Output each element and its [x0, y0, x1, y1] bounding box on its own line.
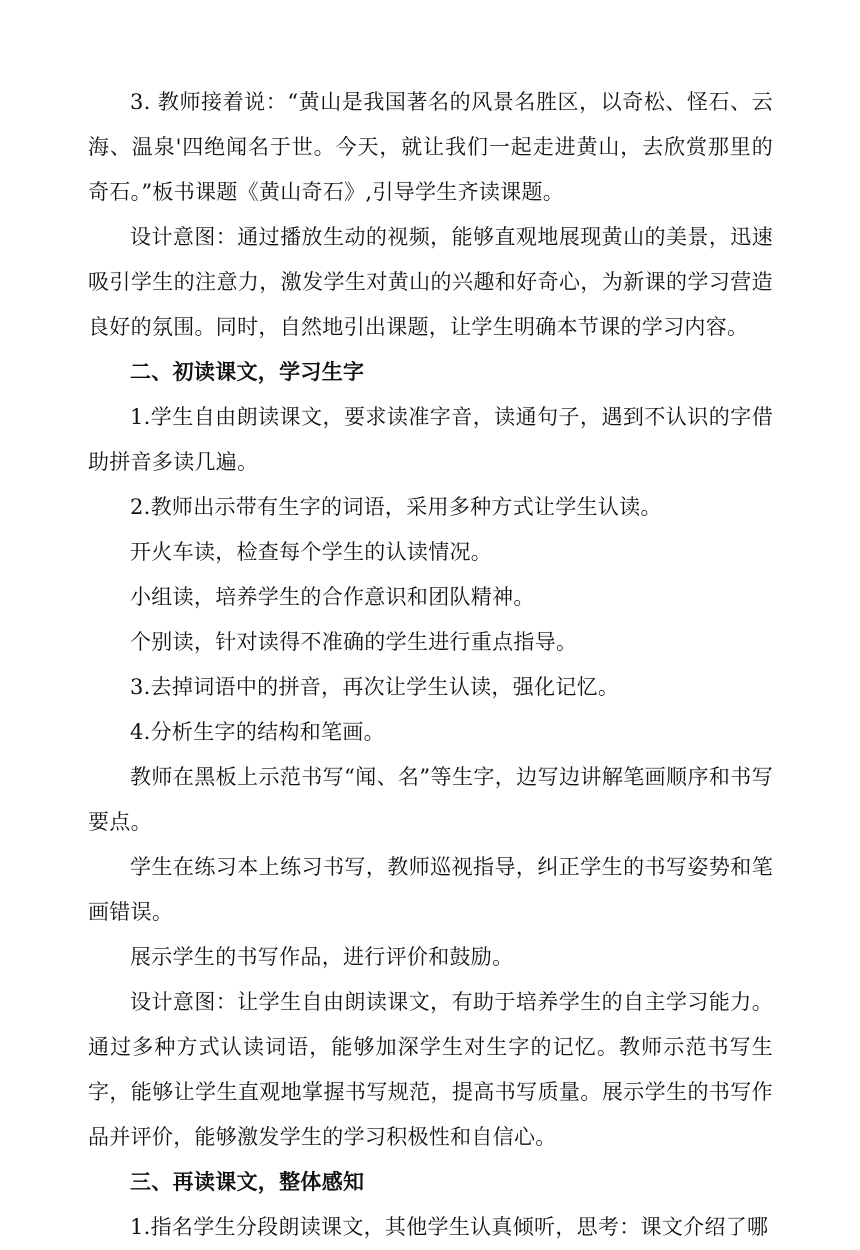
- paragraph-showcase: 展示学生的书写作品，进行评价和鼓励。: [130, 945, 514, 969]
- paragraph-design-intent-1: 设计意图：通过播放生动的视频，能够直观地展现黄山的美景，迅速吸引学生的注意力，激发学生对黄山的兴趣和好奇心，为新课的学习营造良好的氛围。同时，自然地引出课题，让学生明确本节课的学习内容。: [88, 225, 773, 339]
- section-heading-3: 三、再读课文，整体感知: [130, 1170, 365, 1194]
- paragraph-student-practice: 学生在练习本上练习书写，教师巡视指导，纠正学生的书写姿势和笔画错误。: [88, 855, 773, 924]
- paragraph-step-4: 4.分析生字的结构和笔画。: [130, 720, 385, 744]
- section-heading-2: 二、初读课文，学习生字: [130, 360, 365, 384]
- paragraph-individual-reading: 个别读，针对读得不准确的学生进行重点指导。: [130, 630, 578, 654]
- paragraph-reread-step-1: 1.指名学生分段朗读课文，其他学生认真倾听，思考：课文介绍了哪: [130, 1215, 769, 1239]
- paragraph-step-1: 1.学生自由朗读课文，要求读准字音，读通句子，遇到不认识的字借助拼音多读几遍。: [88, 405, 773, 474]
- paragraph-intro-speech: 3. 教师接着说：“黄山是我国著名的风景名胜区，以奇松、怪石、云海、温泉'四绝闻名于世。今天，就让我们一起走进黄山，去欣赏那里的奇石。”板书课题《黄山奇石》,引导学生齐读课题。: [88, 90, 773, 204]
- document-body: [88, 80, 773, 1250]
- paragraph-train-reading: 开火车读，检查每个学生的认读情况。: [130, 540, 493, 564]
- paragraph-step-2: 2.教师出示带有生字的词语，采用多种方式让学生认读。: [130, 495, 662, 519]
- paragraph-step-3: 3.去掉词语中的拼音，再次让学生认读，强化记忆。: [130, 675, 620, 699]
- paragraph-teacher-demo: 教师在黑板上示范书写“闻、名”等生字，边写边讲解笔画顺序和书写要点。: [88, 765, 773, 834]
- paragraph-group-reading: 小组读，培养学生的合作意识和团队精神。: [130, 585, 535, 609]
- paragraph-design-intent-2: 设计意图：让学生自由朗读课文，有助于培养学生的自主学习能力。通过多种方式认读词语，能够加深学生对生字的记忆。教师示范书写生字，能够让学生直观地掌握书写规范，提高书写质量。展示学生的书写作品并评价，能够激发学生的学习积极性和自信心。: [88, 990, 773, 1149]
